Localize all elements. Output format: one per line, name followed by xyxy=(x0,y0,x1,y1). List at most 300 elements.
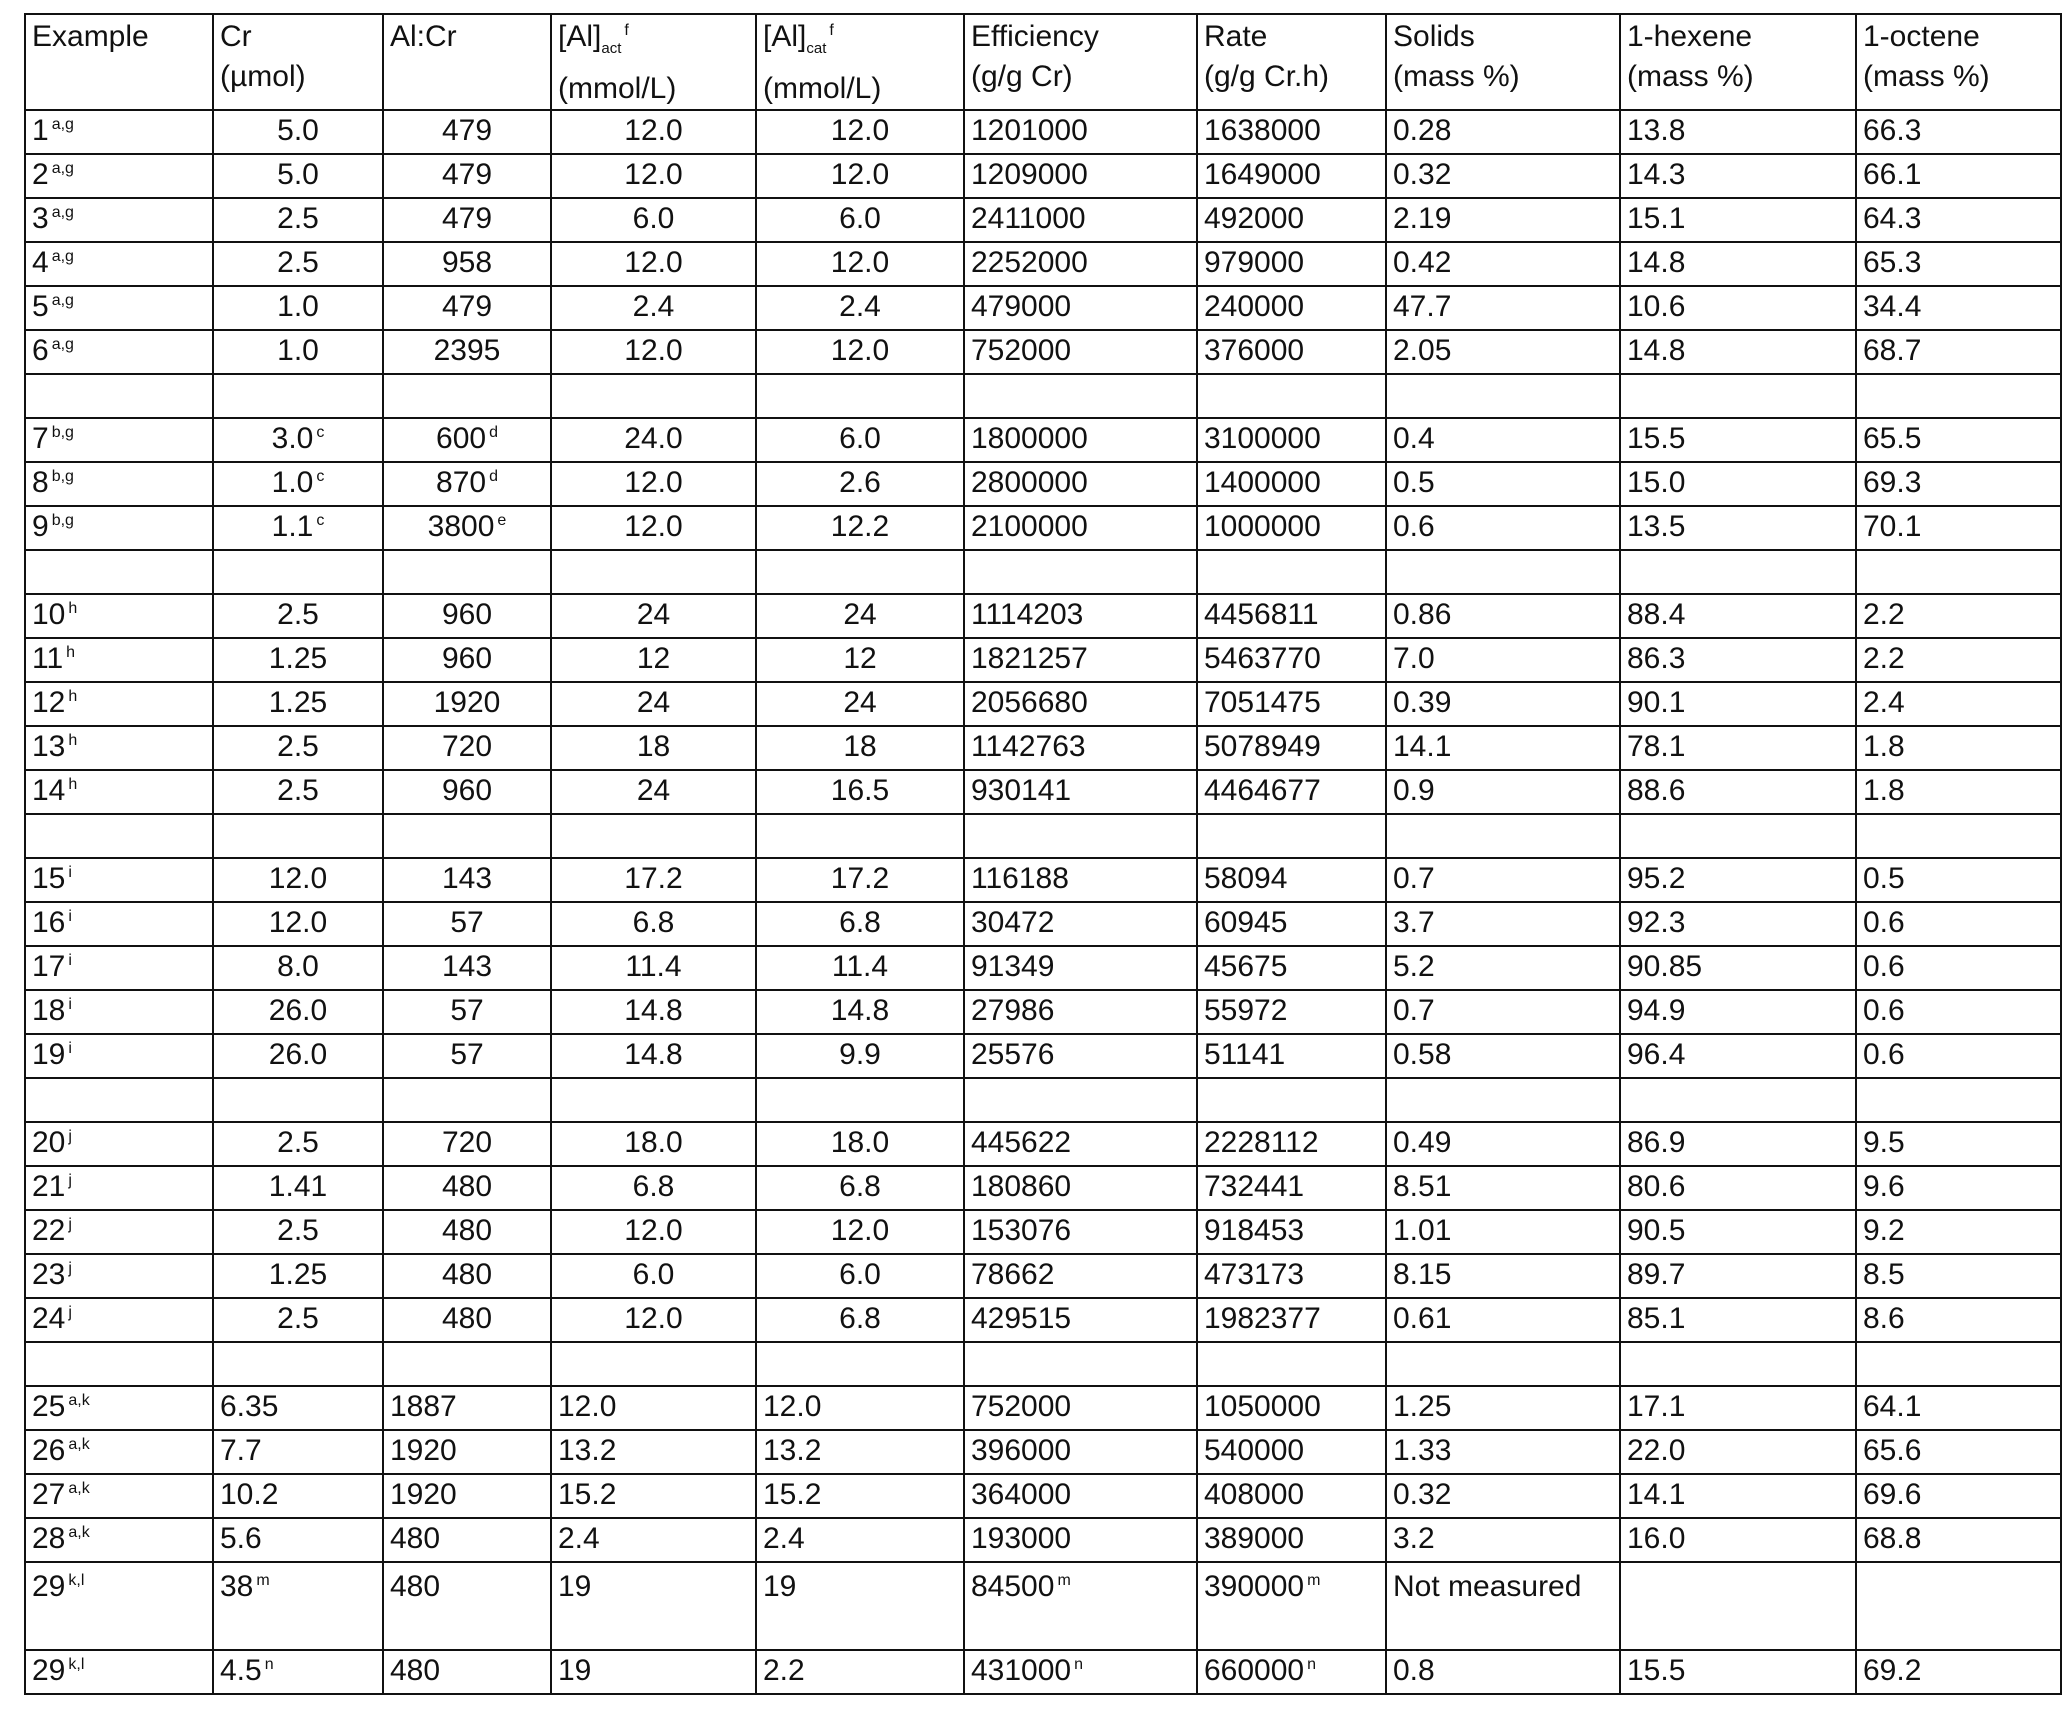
cell-value: 2.5 xyxy=(277,730,319,763)
cell-hexene xyxy=(1620,1210,1856,1254)
cell-value: 70.1 xyxy=(1863,510,1921,543)
cell-value: 24.0 xyxy=(624,422,682,455)
cell-value: 15.5 xyxy=(1627,1654,1685,1687)
cell-cr xyxy=(213,1122,383,1166)
footnote-marker: j xyxy=(68,1260,72,1277)
cell-efficiency xyxy=(964,154,1197,198)
cell-al-act xyxy=(551,198,756,242)
header-subscript: cat xyxy=(806,40,826,57)
cell-value: 9.6 xyxy=(1863,1170,1905,1203)
cell-value: 9 xyxy=(32,510,49,543)
cell-value: 24 xyxy=(637,774,670,807)
cell-al-act xyxy=(551,682,756,726)
table-row xyxy=(25,1298,2061,1342)
cell-value: 12 xyxy=(32,686,65,719)
cell-rate xyxy=(1197,286,1386,330)
cell-solids xyxy=(1386,1518,1620,1562)
cell-value: 4.5 xyxy=(220,1654,262,1687)
cell-octene xyxy=(1856,198,2061,242)
cell-solids xyxy=(1386,902,1620,946)
cell-al-cat xyxy=(756,286,964,330)
empty-cell xyxy=(1620,814,1856,858)
separator-row xyxy=(25,550,2061,594)
cell-value: 68.8 xyxy=(1863,1522,1921,1555)
cell-value: 480 xyxy=(390,1570,440,1603)
cell-hexene xyxy=(1620,110,1856,154)
cell-rate xyxy=(1197,902,1386,946)
cell-efficiency xyxy=(964,110,1197,154)
cell-cr xyxy=(213,1650,383,1694)
cell-cr xyxy=(213,330,383,374)
cell-al-cr xyxy=(383,726,551,770)
empty-cell xyxy=(1197,374,1386,418)
cell-solids xyxy=(1386,154,1620,198)
cell-value: 91349 xyxy=(971,950,1054,983)
table-row xyxy=(25,1034,2061,1078)
cell-value: 2.5 xyxy=(277,1126,319,1159)
cell-cr xyxy=(213,990,383,1034)
cell-solids xyxy=(1386,946,1620,990)
cell-efficiency xyxy=(964,858,1197,902)
cell-solids xyxy=(1386,1298,1620,1342)
cell-rate xyxy=(1197,1650,1386,1694)
cell-efficiency xyxy=(964,770,1197,814)
footnote-marker: a,g xyxy=(52,160,74,177)
header-label: Efficiency xyxy=(971,20,1099,53)
header-unit: (mass %) xyxy=(1863,60,1990,93)
cell-solids xyxy=(1386,242,1620,286)
empty-cell xyxy=(383,814,551,858)
cell-value: 88.4 xyxy=(1627,598,1685,631)
footnote-marker: h xyxy=(66,644,75,661)
cell-value: 57 xyxy=(450,994,483,1027)
cell-value: 8.0 xyxy=(277,950,319,983)
cell-value: 3800 xyxy=(428,510,495,543)
footnote-marker: m xyxy=(1307,1572,1320,1589)
cell-value: 88.6 xyxy=(1627,774,1685,807)
cell-value: 3.7 xyxy=(1393,906,1435,939)
cell-value: 12.0 xyxy=(624,1302,682,1335)
cell-value: 2.5 xyxy=(277,202,319,235)
empty-cell xyxy=(1386,1078,1620,1122)
cell-al-cat xyxy=(756,1518,964,1562)
cell-solids xyxy=(1386,1650,1620,1694)
cell-al-cat xyxy=(756,462,964,506)
cell-efficiency xyxy=(964,242,1197,286)
cell-al-cr xyxy=(383,1474,551,1518)
header-hexene xyxy=(1620,14,1856,110)
table-row xyxy=(25,1518,2061,1562)
cell-octene xyxy=(1856,682,2061,726)
footnote-marker: h xyxy=(68,732,77,749)
cell-value: 143 xyxy=(442,862,492,895)
cell-value: 2800000 xyxy=(971,466,1088,499)
cell-value: 0.42 xyxy=(1393,246,1451,279)
cell-value: 16 xyxy=(32,906,65,939)
cell-rate xyxy=(1197,682,1386,726)
table-row xyxy=(25,858,2061,902)
cell-rate xyxy=(1197,1518,1386,1562)
cell-value: 720 xyxy=(442,730,492,763)
cell-value: 600 xyxy=(436,422,486,455)
cell-cr xyxy=(213,462,383,506)
cell-efficiency xyxy=(964,198,1197,242)
cell-value: 958 xyxy=(442,246,492,279)
cell-value: 979000 xyxy=(1204,246,1304,279)
cell-cr xyxy=(213,242,383,286)
cell-cr xyxy=(213,770,383,814)
cell-value: 6.0 xyxy=(839,202,881,235)
cell-al-act xyxy=(551,990,756,1034)
cell-value: 17.2 xyxy=(624,862,682,895)
empty-cell xyxy=(213,1342,383,1386)
cell-value: 12.0 xyxy=(624,510,682,543)
cell-cr xyxy=(213,858,383,902)
cell-al-cat xyxy=(756,242,964,286)
cell-value: 2056680 xyxy=(971,686,1088,719)
cell-value: 752000 xyxy=(971,1390,1071,1423)
cell-al-act xyxy=(551,726,756,770)
cell-value: 18 xyxy=(32,994,65,1027)
empty-cell xyxy=(25,550,213,594)
cell-value: 12.0 xyxy=(624,466,682,499)
cell-value: 479 xyxy=(442,290,492,323)
cell-al-cr xyxy=(383,418,551,462)
cell-value: 960 xyxy=(442,774,492,807)
cell-octene xyxy=(1856,154,2061,198)
cell-octene xyxy=(1856,726,2061,770)
cell-rate xyxy=(1197,1474,1386,1518)
cell-al-cr xyxy=(383,1122,551,1166)
cell-al-act xyxy=(551,1254,756,1298)
cell-value: 12.0 xyxy=(831,334,889,367)
cell-value: 3 xyxy=(32,202,49,235)
header-row xyxy=(25,14,2061,110)
cell-value: 1.25 xyxy=(269,1258,327,1291)
cell-octene xyxy=(1856,858,2061,902)
cell-value: 66.1 xyxy=(1863,158,1921,191)
cell-example xyxy=(25,1562,213,1650)
table-row xyxy=(25,330,2061,374)
cell-value: 69.3 xyxy=(1863,466,1921,499)
cell-solids xyxy=(1386,682,1620,726)
cell-value: 364000 xyxy=(971,1478,1071,1511)
cell-value: 2.5 xyxy=(277,774,319,807)
cell-value: 86.3 xyxy=(1627,642,1685,675)
cell-value: 2.6 xyxy=(839,466,881,499)
cell-value: 473173 xyxy=(1204,1258,1304,1291)
header-unit: (mmol/L) xyxy=(763,72,881,105)
cell-value: 4464677 xyxy=(1204,774,1321,807)
cell-value: 396000 xyxy=(971,1434,1071,1467)
header-label: [Al] xyxy=(558,20,601,53)
cell-example xyxy=(25,990,213,1034)
empty-cell xyxy=(1856,550,2061,594)
cell-hexene xyxy=(1620,1122,1856,1166)
cell-value: 25 xyxy=(32,1390,65,1423)
cell-value: 14.8 xyxy=(624,994,682,1027)
cell-value: 47.7 xyxy=(1393,290,1451,323)
cell-value: 240000 xyxy=(1204,290,1304,323)
cell-value: 1821257 xyxy=(971,642,1088,675)
table-row xyxy=(25,1210,2061,1254)
table-row xyxy=(25,1122,2061,1166)
cell-value: 65.3 xyxy=(1863,246,1921,279)
cell-rate xyxy=(1197,1430,1386,1474)
cell-value: 23 xyxy=(32,1258,65,1291)
cell-octene xyxy=(1856,1518,2061,1562)
header-unit: (g/g Cr) xyxy=(971,60,1073,93)
cell-value: 0.5 xyxy=(1393,466,1435,499)
empty-cell xyxy=(1856,1078,2061,1122)
footnote-marker: a,g xyxy=(52,292,74,309)
cell-solids xyxy=(1386,990,1620,1034)
cell-value: 2.2 xyxy=(763,1654,805,1687)
cell-solids xyxy=(1386,1034,1620,1078)
cell-value: 143 xyxy=(442,950,492,983)
cell-value: 5463770 xyxy=(1204,642,1321,675)
footnote-marker: a,k xyxy=(68,1480,89,1497)
cell-example xyxy=(25,1034,213,1078)
cell-value: 479000 xyxy=(971,290,1071,323)
cell-al-cat xyxy=(756,1562,964,1650)
cell-value: 7.7 xyxy=(220,1434,262,1467)
cell-value: 1.0 xyxy=(277,334,319,367)
cell-al-cr xyxy=(383,594,551,638)
cell-al-cat xyxy=(756,330,964,374)
cell-value: 1209000 xyxy=(971,158,1088,191)
empty-cell xyxy=(1856,1342,2061,1386)
empty-cell xyxy=(964,550,1197,594)
cell-al-act xyxy=(551,770,756,814)
cell-example xyxy=(25,198,213,242)
cell-value: 14.8 xyxy=(1627,334,1685,367)
cell-value: 90.1 xyxy=(1627,686,1685,719)
empty-cell xyxy=(1856,374,2061,418)
cell-octene xyxy=(1856,1034,2061,1078)
cell-hexene xyxy=(1620,1254,1856,1298)
cell-value: 12.0 xyxy=(624,114,682,147)
cell-value: 2411000 xyxy=(971,202,1086,235)
cell-al-cr xyxy=(383,770,551,814)
cell-value: 16.0 xyxy=(1627,1522,1685,1555)
cell-value: 4 xyxy=(32,246,49,279)
header-label: Example xyxy=(32,20,149,53)
cell-cr xyxy=(213,110,383,154)
cell-value: 13.2 xyxy=(763,1434,821,1467)
empty-cell xyxy=(25,374,213,418)
empty-cell xyxy=(551,550,756,594)
footnote-marker: c xyxy=(316,468,324,485)
cell-value: 1.41 xyxy=(269,1170,327,1203)
cell-example xyxy=(25,110,213,154)
cell-value: 431000 xyxy=(971,1654,1071,1687)
cell-value: 930141 xyxy=(971,774,1071,807)
cell-value: 2.5 xyxy=(277,1214,319,1247)
cell-value: 8.15 xyxy=(1393,1258,1451,1291)
cell-efficiency xyxy=(964,638,1197,682)
table-row xyxy=(25,242,2061,286)
footnote-marker: h xyxy=(68,776,77,793)
header-label: [Al] xyxy=(763,20,806,53)
cell-cr xyxy=(213,506,383,550)
empty-cell xyxy=(756,550,964,594)
cell-rate xyxy=(1197,1166,1386,1210)
cell-al-cat xyxy=(756,110,964,154)
cell-example xyxy=(25,682,213,726)
cell-value: 8.5 xyxy=(1863,1258,1905,1291)
cell-cr xyxy=(213,902,383,946)
cell-hexene xyxy=(1620,1386,1856,1430)
cell-value: 10 xyxy=(32,598,65,631)
cell-value: 26 xyxy=(32,1434,65,1467)
cell-value: 2.4 xyxy=(633,290,675,323)
cell-example xyxy=(25,1254,213,1298)
empty-cell xyxy=(25,1078,213,1122)
cell-rate xyxy=(1197,110,1386,154)
cell-value: 480 xyxy=(442,1214,492,1247)
cell-value: 479 xyxy=(442,202,492,235)
cell-al-cat xyxy=(756,770,964,814)
cell-hexene xyxy=(1620,198,1856,242)
empty-cell xyxy=(1386,374,1620,418)
cell-value: 1800000 xyxy=(971,422,1088,455)
empty-cell xyxy=(213,1078,383,1122)
cell-al-cr xyxy=(383,330,551,374)
cell-rate xyxy=(1197,770,1386,814)
cell-value: 2100000 xyxy=(971,510,1088,543)
cell-hexene xyxy=(1620,242,1856,286)
table-row xyxy=(25,154,2061,198)
empty-cell xyxy=(1197,814,1386,858)
cell-value: 0.39 xyxy=(1393,686,1451,719)
footnote-marker: m xyxy=(256,1572,269,1589)
cell-value: 0.7 xyxy=(1393,862,1435,895)
cell-octene xyxy=(1856,1562,2061,1650)
cell-value: 16.5 xyxy=(831,774,889,807)
header-al-cr xyxy=(383,14,551,110)
cell-value: 7051475 xyxy=(1204,686,1321,719)
cell-value: 84500 xyxy=(971,1570,1054,1603)
cell-example xyxy=(25,330,213,374)
cell-al-cr xyxy=(383,1166,551,1210)
cell-al-cr xyxy=(383,286,551,330)
cell-value: 0.28 xyxy=(1393,114,1451,147)
cell-value: 5078949 xyxy=(1204,730,1321,763)
cell-value: 24 xyxy=(637,686,670,719)
cell-value: 64.3 xyxy=(1863,202,1921,235)
empty-cell xyxy=(964,374,1197,418)
cell-efficiency xyxy=(964,286,1197,330)
cell-value: 0.6 xyxy=(1863,1038,1905,1071)
cell-value: 5.0 xyxy=(277,114,319,147)
cell-example xyxy=(25,594,213,638)
cell-octene xyxy=(1856,1430,2061,1474)
footnote-marker: a,k xyxy=(68,1392,89,1409)
cell-value: 376000 xyxy=(1204,334,1304,367)
cell-al-cr xyxy=(383,198,551,242)
cell-value: 12.0 xyxy=(269,862,327,895)
cell-value: 15.0 xyxy=(1627,466,1685,499)
cell-solids xyxy=(1386,110,1620,154)
cell-octene xyxy=(1856,110,2061,154)
cell-value: 6 xyxy=(32,334,49,367)
cell-value: 1.33 xyxy=(1393,1434,1451,1467)
cell-value: 2.4 xyxy=(839,290,881,323)
cell-value: 12.0 xyxy=(624,334,682,367)
cell-value: 2.5 xyxy=(277,1302,319,1335)
separator-row xyxy=(25,1078,2061,1122)
footnote-marker: i xyxy=(68,996,72,1013)
cell-octene xyxy=(1856,242,2061,286)
cell-hexene xyxy=(1620,506,1856,550)
cell-value: 2252000 xyxy=(971,246,1088,279)
cell-solids xyxy=(1386,198,1620,242)
cell-al-act xyxy=(551,418,756,462)
cell-hexene xyxy=(1620,858,1856,902)
footnote-marker: a,k xyxy=(68,1524,89,1541)
footnote-marker: i xyxy=(68,1040,72,1057)
cell-solids xyxy=(1386,506,1620,550)
cell-al-cat xyxy=(756,506,964,550)
empty-cell xyxy=(756,1342,964,1386)
empty-cell xyxy=(1197,1078,1386,1122)
cell-cr xyxy=(213,1298,383,1342)
empty-cell xyxy=(964,1078,1197,1122)
separator-row xyxy=(25,1342,2061,1386)
cell-cr xyxy=(213,418,383,462)
cell-value: 18.0 xyxy=(624,1126,682,1159)
cell-value: 1000000 xyxy=(1204,510,1321,543)
table-row xyxy=(25,1650,2061,1694)
cell-value: 15 xyxy=(32,862,65,895)
cell-value: 96.4 xyxy=(1627,1038,1685,1071)
cell-al-cr xyxy=(383,946,551,990)
cell-cr xyxy=(213,1474,383,1518)
cell-value: 1400000 xyxy=(1204,466,1321,499)
cell-value: 6.8 xyxy=(839,906,881,939)
cell-octene xyxy=(1856,418,2061,462)
cell-value: 1.25 xyxy=(1393,1390,1451,1423)
cell-value: 0.58 xyxy=(1393,1038,1451,1071)
cell-value: 2.5 xyxy=(277,598,319,631)
footnote-marker: d xyxy=(489,424,498,441)
cell-value: 8.6 xyxy=(1863,1302,1905,1335)
table-row xyxy=(25,1166,2061,1210)
cell-example xyxy=(25,726,213,770)
footnote-marker: n xyxy=(265,1656,274,1673)
cell-value: 492000 xyxy=(1204,202,1304,235)
cell-value: 12.0 xyxy=(763,1390,821,1423)
cell-example xyxy=(25,1518,213,1562)
cell-value: 389000 xyxy=(1204,1522,1304,1555)
cell-value: 38 xyxy=(220,1570,253,1603)
table-row xyxy=(25,594,2061,638)
cell-al-act xyxy=(551,1210,756,1254)
header-label: Rate xyxy=(1204,20,1267,53)
cell-value: 5.0 xyxy=(277,158,319,191)
cell-value: 1920 xyxy=(390,1434,457,1467)
cell-al-act xyxy=(551,638,756,682)
cell-value: 12.0 xyxy=(558,1390,616,1423)
cell-value: 20 xyxy=(32,1126,65,1159)
cell-value: 1982377 xyxy=(1204,1302,1321,1335)
cell-al-cr xyxy=(383,1650,551,1694)
header-unit: (µmol) xyxy=(220,60,306,93)
cell-hexene xyxy=(1620,286,1856,330)
footnote-marker: f xyxy=(624,22,628,39)
empty-cell xyxy=(1197,1342,1386,1386)
